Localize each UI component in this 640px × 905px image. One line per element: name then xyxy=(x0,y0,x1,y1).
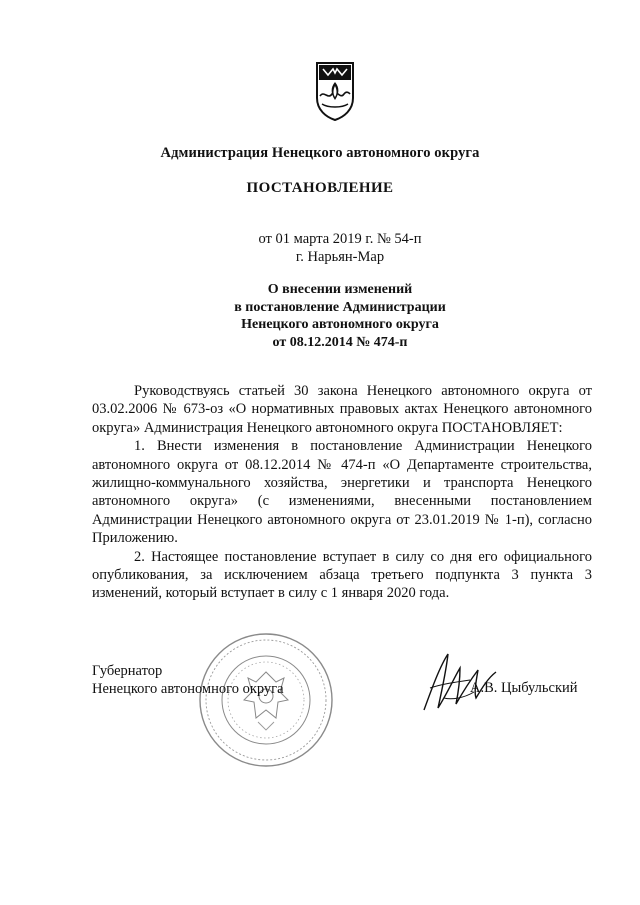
title-line: Ненецкого автономного округа xyxy=(241,317,439,332)
document-city: г. Нарьян-Мар xyxy=(295,249,385,265)
document-type: ПОСТАНОВЛЕНИЕ xyxy=(246,180,394,196)
body-paragraph: 2. Настоящее постановление вступает в силу со дня его официального опубликования, за исключением абзаца третьего подпункта 3 пункта 3 изменений, который вступает в силу с 1 января 2020 года. xyxy=(92,548,592,602)
document-date-number: от 01 марта 2019 г. № 54-п xyxy=(258,231,422,247)
title-line: О внесении изменений xyxy=(267,282,413,297)
organization-name: Администрация Ненецкого автономного округа xyxy=(160,145,480,161)
position-line: Губернатор xyxy=(92,663,163,679)
document-title xyxy=(190,281,490,351)
document-body xyxy=(92,382,592,603)
official-seal-icon xyxy=(196,630,336,770)
title-line: от 08.12.2014 № 474-п xyxy=(272,334,408,350)
signatory-position xyxy=(92,662,284,699)
body-paragraph: 1. Внести изменения в постановление Администрации Ненецкого автономного округа от 08.12.2014 № 474-п «О Департаменте строительства, жилищно-коммунального хозяйства, энергетики и транспорта Ненецкого автономного округа» (с изменениями, внесенными постановлением Администрации Ненецкого автономного округа от 23.01.2019 № 1-п), согласно Приложению. xyxy=(92,438,592,547)
body-paragraph: Руководствуясь статьей 30 закона Ненецкого автономного округа от 03.02.2006 № 673-оз «О нормативных правовых актах Ненецкого автономного округа» Администрация Ненецкого автономного округа ПОСТАНОВЛЯЕТ: xyxy=(92,383,592,436)
signatory-name: А.В. Цыбульский xyxy=(470,680,578,696)
position-line: Ненецкого автономного округа xyxy=(92,681,284,698)
title-line: в постановление Администрации xyxy=(234,299,446,315)
coat-of-arms-icon xyxy=(314,60,356,122)
